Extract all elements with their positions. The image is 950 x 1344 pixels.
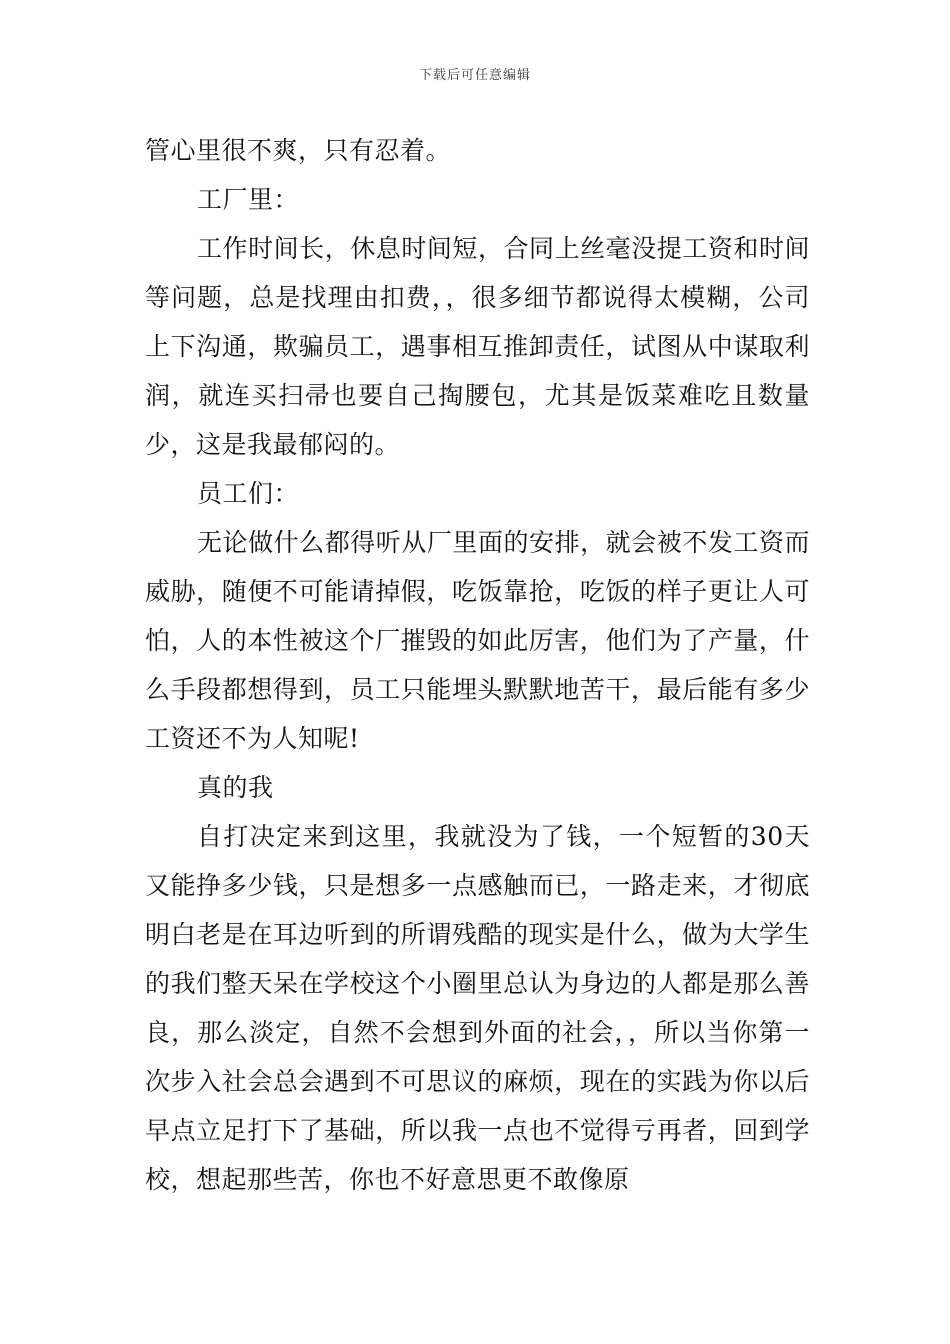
paragraph-1: 管心里很不爽，只有忍着。	[145, 136, 452, 165]
document-body	[145, 126, 810, 1204]
paragraph-7: 自打决定来到这里，我就没为了钱，一个短暂的30天又能挣多少钱，只是想多一点感触而已，一路走来，才彻底明白老是在耳边听到的所谓残酷的现实是什么，做为大学生的我们整天呆在学校这个小圈里总认为身边的人都是那么善良，那么淡定，自然不会想到外面的社会，，所以当你第一次步入社会总会遇到不可思议的麻烦，现在的实践为你以后早点立足打下了基础，所以我一点也不觉得亏再者，回到学校，想起那些苦，你也不好意思更不敢像原	[145, 822, 810, 1194]
paragraph-5: 无论做什么都得听从厂里面的安排，就会被不发工资而威胁，随便不可能请掉假，吃饭靠抢，吃饭的样子更让人可怕，人的本性被这个厂摧毁的如此厉害，他们为了产量，什么手段都想得到，员工只能埋头默默地苦干，最后能有多少工资还不为人知呢!	[145, 528, 810, 753]
header-note: 下载后可任意编辑	[418, 68, 531, 83]
paragraph-2: 工厂里：	[197, 185, 300, 214]
paragraph-4: 员工们：	[197, 479, 300, 508]
paragraph-3: 工作时间长，休息时间短，合同上丝毫没提工资和时间等问题，总是找理由扣费，，很多细节都说得太模糊，公司上下沟通，欺骗员工，遇事相互推卸责任，试图从中谋取利润，就连买扫帚也要自己掏腰包，尤其是饭菜难吃且数量少，这是我最郁闷的。	[145, 234, 810, 459]
paragraph-6: 真的我	[197, 773, 274, 802]
